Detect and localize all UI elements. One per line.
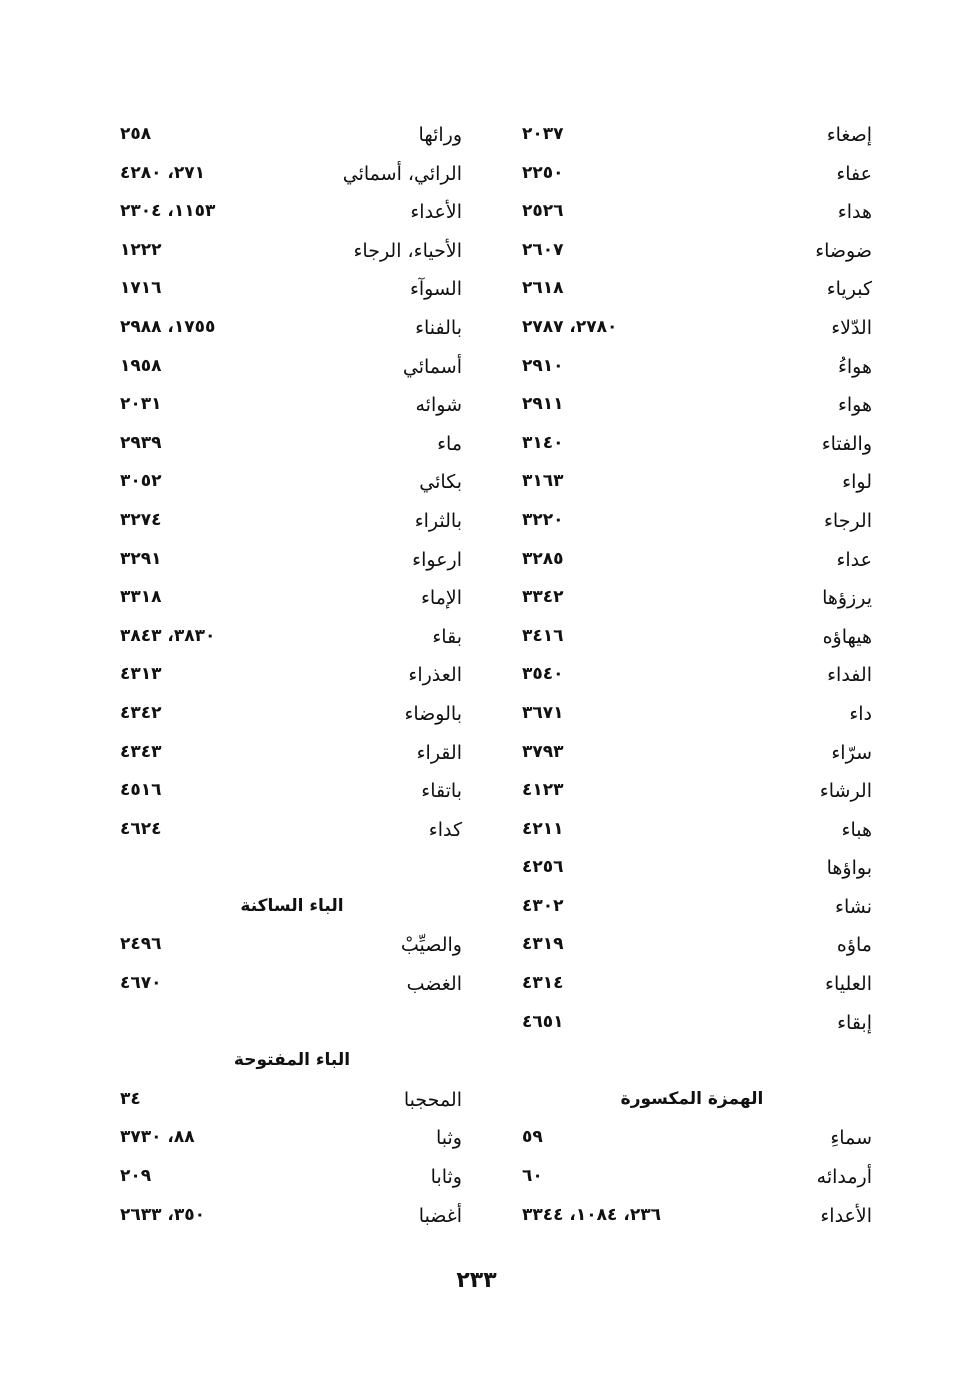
entry-refs: ٢٢٥٠ bbox=[522, 162, 564, 183]
entry-word: لواء bbox=[842, 471, 872, 494]
index-entry bbox=[512, 697, 872, 736]
entry-refs: ٤٣٤٢ bbox=[120, 702, 162, 723]
entry-refs: ٤٣١٩ bbox=[522, 934, 564, 955]
entry-refs: ٤٥١٦ bbox=[120, 780, 162, 801]
entry-refs: ٢٩١٠ bbox=[522, 355, 564, 376]
page-number: ٢٣٣ bbox=[456, 1268, 497, 1293]
entry-word: ماؤه bbox=[836, 934, 872, 957]
index-entry bbox=[512, 118, 872, 157]
index-entry bbox=[112, 774, 472, 813]
entry-refs: ٤٦٥١ bbox=[522, 1011, 564, 1032]
index-entry bbox=[112, 928, 472, 967]
entry-refs: ٤٣١٤ bbox=[522, 973, 564, 994]
entry-word: الرائي، أسمائي bbox=[342, 162, 462, 185]
index-entry bbox=[112, 620, 472, 659]
index-entry bbox=[512, 1121, 872, 1160]
left-section-2-list bbox=[112, 1083, 472, 1237]
entry-refs: ٣٤١٦ bbox=[522, 625, 564, 646]
entry-refs: ٣٢٢٠ bbox=[522, 509, 564, 530]
entry-word: العذراء bbox=[408, 664, 462, 687]
left-column bbox=[112, 118, 472, 1237]
index-entry bbox=[112, 736, 472, 775]
section-heading-text: الهمزة المكسورة bbox=[620, 1088, 764, 1109]
entry-refs: ١١٥٣، ٢٣٠٤ bbox=[120, 201, 216, 222]
entry-refs: ٢٥٨ bbox=[120, 124, 152, 144]
index-entry bbox=[512, 543, 872, 582]
entry-refs: ٦٠ bbox=[522, 1166, 543, 1187]
entry-word: نشاء bbox=[835, 895, 872, 918]
entry-word: العلياء bbox=[825, 973, 872, 996]
entry-word: سرّاء bbox=[831, 741, 872, 764]
index-entry bbox=[512, 581, 872, 620]
entry-word: الأعداء bbox=[820, 1204, 872, 1227]
index-entry bbox=[112, 581, 472, 620]
entry-word: والصيِّبْ bbox=[400, 934, 462, 957]
index-entry bbox=[512, 890, 872, 929]
index-entry bbox=[512, 928, 872, 967]
index-entry bbox=[512, 350, 872, 389]
entry-word: الفداء bbox=[827, 664, 872, 687]
entry-refs: ٣٠٥٢ bbox=[120, 471, 162, 492]
entry-word: ورائها bbox=[418, 124, 462, 146]
entry-refs: ٤١٢٣ bbox=[522, 780, 564, 801]
index-entry bbox=[512, 967, 872, 1006]
entry-refs: ١٢٢٢ bbox=[120, 239, 162, 260]
entry-word: بواؤها bbox=[826, 857, 872, 880]
entry-word: بكائي bbox=[419, 471, 462, 494]
entry-word: الرجاء bbox=[823, 509, 872, 532]
entry-word: هواءُ bbox=[837, 355, 872, 378]
entry-word: إصغاء bbox=[826, 124, 872, 146]
entry-refs: ٤٢٥٦ bbox=[522, 857, 564, 878]
entry-word: داء bbox=[849, 702, 872, 725]
entry-refs: ٣٣٤٢ bbox=[522, 587, 564, 608]
index-entry bbox=[112, 697, 472, 736]
index-entry bbox=[512, 272, 872, 311]
index-entry bbox=[112, 234, 472, 273]
entry-refs: ٢٩١١ bbox=[522, 394, 564, 415]
index-entry bbox=[112, 272, 472, 311]
entry-word: هباء bbox=[841, 818, 872, 841]
section-heading-hamza-maksura bbox=[512, 1083, 872, 1122]
entry-word: هيهاؤه bbox=[822, 625, 872, 648]
entry-word: أرمدائه bbox=[816, 1166, 872, 1189]
section-heading-text: الباء الساكنة bbox=[240, 895, 344, 916]
entry-word: باتقاء bbox=[421, 780, 462, 803]
index-entry bbox=[112, 427, 472, 466]
index-entry bbox=[112, 1199, 472, 1238]
entry-word: الغضب bbox=[406, 973, 462, 996]
index-entry bbox=[112, 465, 472, 504]
index-entry bbox=[512, 465, 872, 504]
entry-word: عداء bbox=[836, 548, 872, 571]
entry-refs: ٣٥٠، ٢٦٣٣ bbox=[120, 1204, 206, 1225]
entry-refs: ٤٣١٣ bbox=[120, 664, 162, 685]
index-entry bbox=[512, 851, 872, 890]
entry-refs: ٥٩ bbox=[522, 1127, 543, 1148]
index-entry bbox=[112, 311, 472, 350]
entry-refs: ٤٣٤٣ bbox=[120, 741, 162, 762]
entry-refs: ٣٨٣٠، ٣٨٤٣ bbox=[120, 625, 216, 646]
index-entry bbox=[112, 1160, 472, 1199]
entry-word: الإماء bbox=[420, 587, 462, 610]
index-entry bbox=[512, 620, 872, 659]
index-entry bbox=[112, 1121, 472, 1160]
index-entry bbox=[112, 195, 472, 234]
index-entry bbox=[512, 1199, 872, 1238]
entry-refs: ٤٦٢٤ bbox=[120, 818, 162, 839]
entry-refs: ٣٢٨٥ bbox=[522, 548, 564, 569]
entry-refs: ١٧٥٥، ٢٩٨٨ bbox=[120, 316, 216, 337]
entry-refs: ٣١٤٠ bbox=[522, 432, 564, 453]
entry-word: يرزؤها bbox=[822, 587, 872, 610]
index-entry bbox=[112, 350, 472, 389]
entry-word: بقاء bbox=[432, 625, 462, 648]
entry-word: هداء bbox=[837, 201, 872, 224]
entry-refs: ٣٤ bbox=[120, 1088, 141, 1109]
entry-refs: ٣٦٧١ bbox=[522, 702, 564, 723]
entry-word: الدّلاء bbox=[831, 316, 872, 339]
index-entry bbox=[512, 427, 872, 466]
right-section-list bbox=[512, 1121, 872, 1237]
index-entry bbox=[112, 813, 472, 852]
entry-word: السوآء bbox=[409, 278, 462, 301]
entry-refs: ٣٧٩٣ bbox=[522, 741, 564, 762]
entry-refs: ٣٢٧٤ bbox=[120, 509, 162, 530]
entry-word: وثبا bbox=[436, 1127, 462, 1150]
index-entry bbox=[512, 813, 872, 852]
entry-word: بالثراء bbox=[414, 509, 462, 532]
entry-refs: ٤٣٠٢ bbox=[522, 895, 564, 916]
entry-refs: ٢٥٢٦ bbox=[522, 201, 564, 222]
index-entry bbox=[512, 234, 872, 273]
entry-refs: ١٧١٦ bbox=[120, 278, 162, 299]
entry-refs: ٢٠٣٧ bbox=[522, 124, 564, 144]
entry-word: الرشاء bbox=[819, 780, 872, 803]
entry-refs: ٣٥٤٠ bbox=[522, 664, 564, 685]
entry-refs: ٢٦١٨ bbox=[522, 278, 564, 299]
section-heading-text: الباء المفتوحة bbox=[233, 1050, 351, 1071]
entry-word: وثابا bbox=[430, 1166, 462, 1189]
left-section-1-list bbox=[112, 928, 472, 1005]
entry-refs: ٢٠٩ bbox=[120, 1166, 152, 1187]
spacer bbox=[112, 851, 472, 890]
right-main-list bbox=[512, 118, 872, 1044]
index-entry bbox=[512, 504, 872, 543]
index-entry bbox=[512, 157, 872, 196]
index-entry bbox=[112, 658, 472, 697]
index-entry bbox=[512, 388, 872, 427]
entry-word: كداء bbox=[428, 818, 462, 841]
entry-refs: ٢٧١، ٤٢٨٠ bbox=[120, 162, 206, 183]
entry-word: بالوضاء bbox=[404, 702, 462, 725]
entry-word: ارعواء bbox=[412, 548, 462, 571]
index-entry bbox=[512, 736, 872, 775]
index-entry bbox=[512, 1006, 872, 1045]
entry-refs: ٢٣٦، ١٠٨٤، ٣٣٤٤ bbox=[522, 1204, 661, 1225]
entry-word: الأحياء، الرجاء bbox=[353, 239, 462, 262]
index-entry bbox=[112, 157, 472, 196]
entry-word: أسمائي bbox=[402, 355, 462, 378]
section-heading-ba-maftuha bbox=[112, 1044, 472, 1083]
index-entry bbox=[512, 195, 872, 234]
entry-refs: ٣٣١٨ bbox=[120, 587, 162, 608]
entry-word: بالفناء bbox=[415, 316, 462, 339]
entry-word: كبرياء bbox=[826, 278, 872, 301]
entry-refs: ٢٤٩٦ bbox=[120, 934, 162, 955]
entry-word: المحجبا bbox=[403, 1088, 462, 1111]
entry-refs: ٨٨، ٣٧٣٠ bbox=[120, 1127, 195, 1148]
index-entry bbox=[112, 118, 472, 157]
entry-refs: ٣٢٩١ bbox=[120, 548, 162, 569]
index-entry bbox=[112, 388, 472, 427]
entry-refs: ٤٦٧٠ bbox=[120, 973, 162, 994]
entry-refs: ٤٢١١ bbox=[522, 818, 564, 839]
entry-refs: ٢٦٠٧ bbox=[522, 239, 564, 260]
index-entry bbox=[512, 1160, 872, 1199]
index-entry bbox=[112, 543, 472, 582]
entry-refs: ٢٩٣٩ bbox=[120, 432, 162, 453]
entry-word: ضوضاء bbox=[815, 239, 872, 262]
entry-refs: ٢٠٣١ bbox=[120, 394, 162, 415]
entry-refs: ١٩٥٨ bbox=[120, 355, 162, 376]
index-entry bbox=[112, 504, 472, 543]
entry-word: عفاء bbox=[836, 162, 872, 185]
entry-word: أغضبا bbox=[418, 1204, 462, 1227]
index-entry bbox=[112, 1083, 472, 1122]
entry-refs: ٣١٦٣ bbox=[522, 471, 564, 492]
entry-word: ماء bbox=[437, 432, 462, 455]
entry-word: الأعداء bbox=[410, 201, 462, 224]
spacer bbox=[112, 1006, 472, 1045]
entry-refs: ٢٧٨٠، ٢٧٨٧ bbox=[522, 316, 618, 337]
entry-word: شوائه bbox=[415, 394, 462, 417]
index-entry bbox=[512, 774, 872, 813]
left-main-list bbox=[112, 118, 472, 851]
entry-word: سماءِ bbox=[830, 1127, 872, 1150]
entry-word: القراء bbox=[416, 741, 462, 764]
entry-word: إبقاء bbox=[837, 1011, 872, 1034]
spacer bbox=[512, 1044, 872, 1083]
entry-word: والفتاء bbox=[821, 432, 872, 455]
index-entry bbox=[112, 967, 472, 1006]
index-entry bbox=[512, 311, 872, 350]
entry-word: هواء bbox=[837, 394, 872, 417]
right-column bbox=[512, 118, 872, 1237]
section-heading-ba-sakina bbox=[112, 890, 472, 929]
index-entry bbox=[512, 658, 872, 697]
